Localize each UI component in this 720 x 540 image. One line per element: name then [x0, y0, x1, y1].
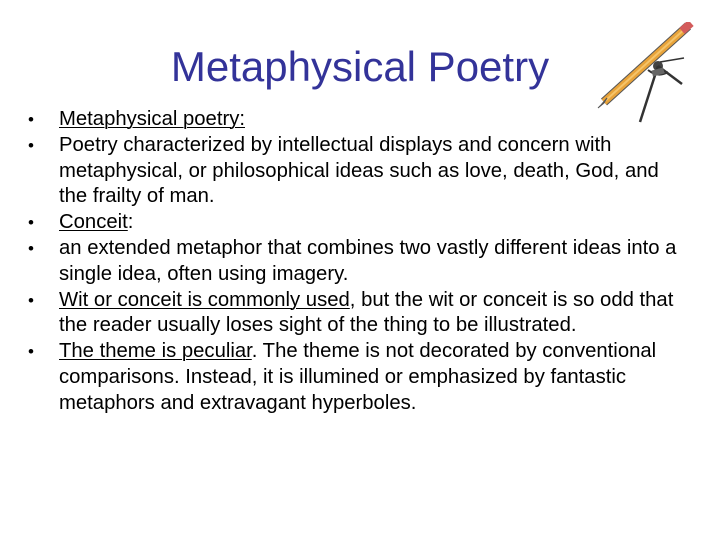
bullet-text: :: [127, 211, 134, 234]
bullet-item: [28, 339, 678, 416]
bullet-list: [28, 107, 678, 417]
bullet-underlined-text: Metaphysical poetry:: [59, 108, 245, 130]
bullet-text: Poetry characterized by intellectual displays and concern with metaphysical, or philosophical ideas such as love, death, God, and the frailty of man.: [59, 133, 659, 208]
bullet-underlined-text: The theme is peculiar: [59, 340, 252, 363]
bullet-item: [28, 236, 678, 288]
bullet-underlined-text: Conceit: [59, 211, 128, 234]
bullet-item: [28, 210, 678, 236]
bullet-text: . The theme is not decorated by conventional comparisons. Instead, it is illumined or emphasized by fantastic metaphors and extravagant hyperboles.: [59, 340, 657, 414]
bullet-marker: •: [28, 238, 34, 258]
bullet-marker: •: [28, 135, 34, 155]
bullet-marker: •: [28, 290, 34, 310]
bullet-text: , but the wit or conceit is so odd that the reader usually loses sight of the thing to be illustrated.: [59, 288, 674, 337]
bullet-marker: •: [28, 342, 34, 362]
pencil-icon: [598, 23, 691, 108]
slide-title-text: Metaphysical Poetry: [170, 43, 550, 90]
bullet-marker: •: [28, 213, 34, 233]
bullet-item: [28, 133, 678, 210]
bullet-item: [28, 288, 678, 340]
bullet-item: [28, 107, 678, 133]
bullet-underlined-text: Wit or conceit is commonly used: [59, 288, 350, 311]
bullet-marker: •: [28, 110, 34, 129]
bullet-text: an extended metaphor that combines two vastly different ideas into a single idea, often using imagery.: [59, 236, 677, 285]
